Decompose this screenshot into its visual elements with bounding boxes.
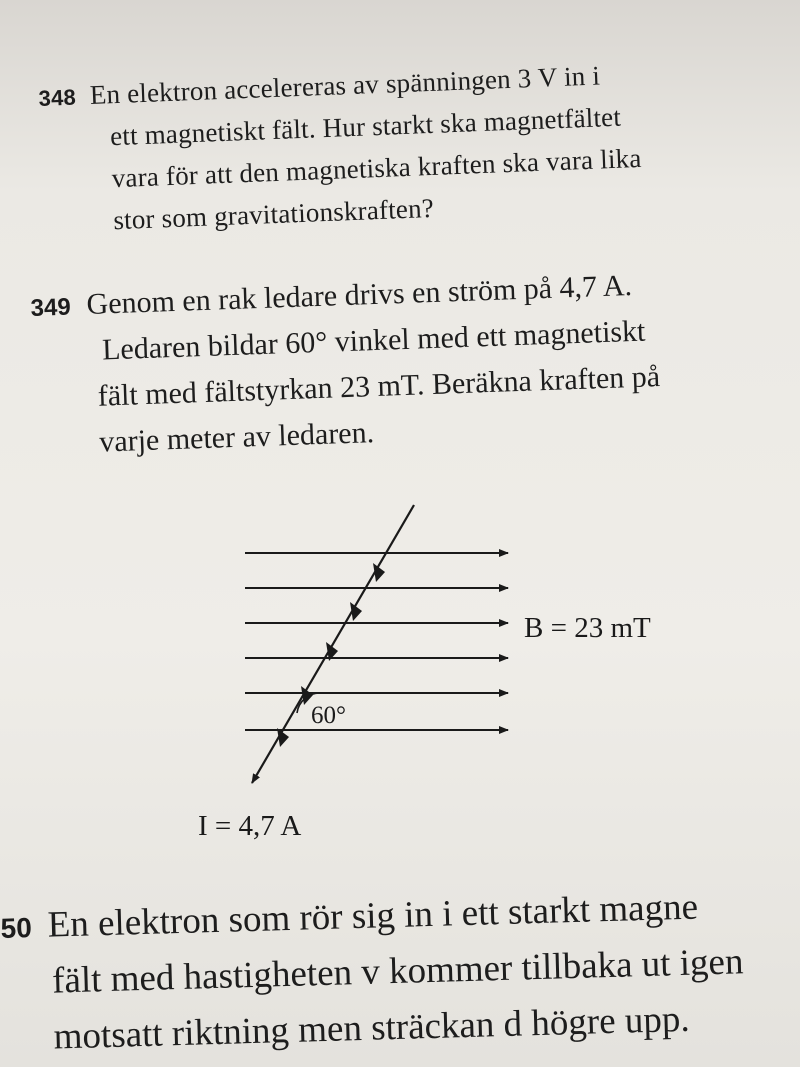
problem-number: 348	[38, 84, 77, 111]
problem-348-line-3: vara för att den magnetiska kraften ska vara lika	[111, 142, 643, 194]
problem-text: Genom en rak ledare drivs en ström på 4,7 A.	[86, 268, 633, 322]
problem-number: 50	[0, 912, 33, 944]
problem-348-line-2: ett magnetiskt fält. Hur starkt ska magnetfältet	[109, 101, 622, 152]
problem-350-line-3: motsatt riktning men sträckan d högre upp.	[53, 998, 691, 1058]
field-strength-label: B = 23 mT	[524, 612, 651, 644]
problem-number: 349	[30, 293, 72, 322]
problem-350-line-2: fält med hastigheten v kommer tillbaka ut igen	[51, 941, 744, 1002]
problem-348-line-4: stor som gravitationskraften?	[112, 192, 435, 236]
problem-349-line-2: Ledaren bildar 60° vinkel med ett magnetiskt	[101, 314, 646, 367]
problem-text: En elektron accelereras av spänningen 3 V in i	[89, 60, 601, 111]
problem-349-line-4: varje meter av ledaren.	[98, 416, 375, 459]
problem-349-line-3: fält med fältstyrkan 23 mT. Beräkna kraften på	[97, 360, 661, 413]
angle-label: 60°	[311, 702, 346, 729]
conductor	[252, 505, 414, 783]
problem-text: En elektron som rör sig in i ett starkt magne	[47, 886, 699, 946]
current-label: I = 4,7 A	[198, 810, 302, 842]
conductor-wire	[252, 505, 414, 783]
